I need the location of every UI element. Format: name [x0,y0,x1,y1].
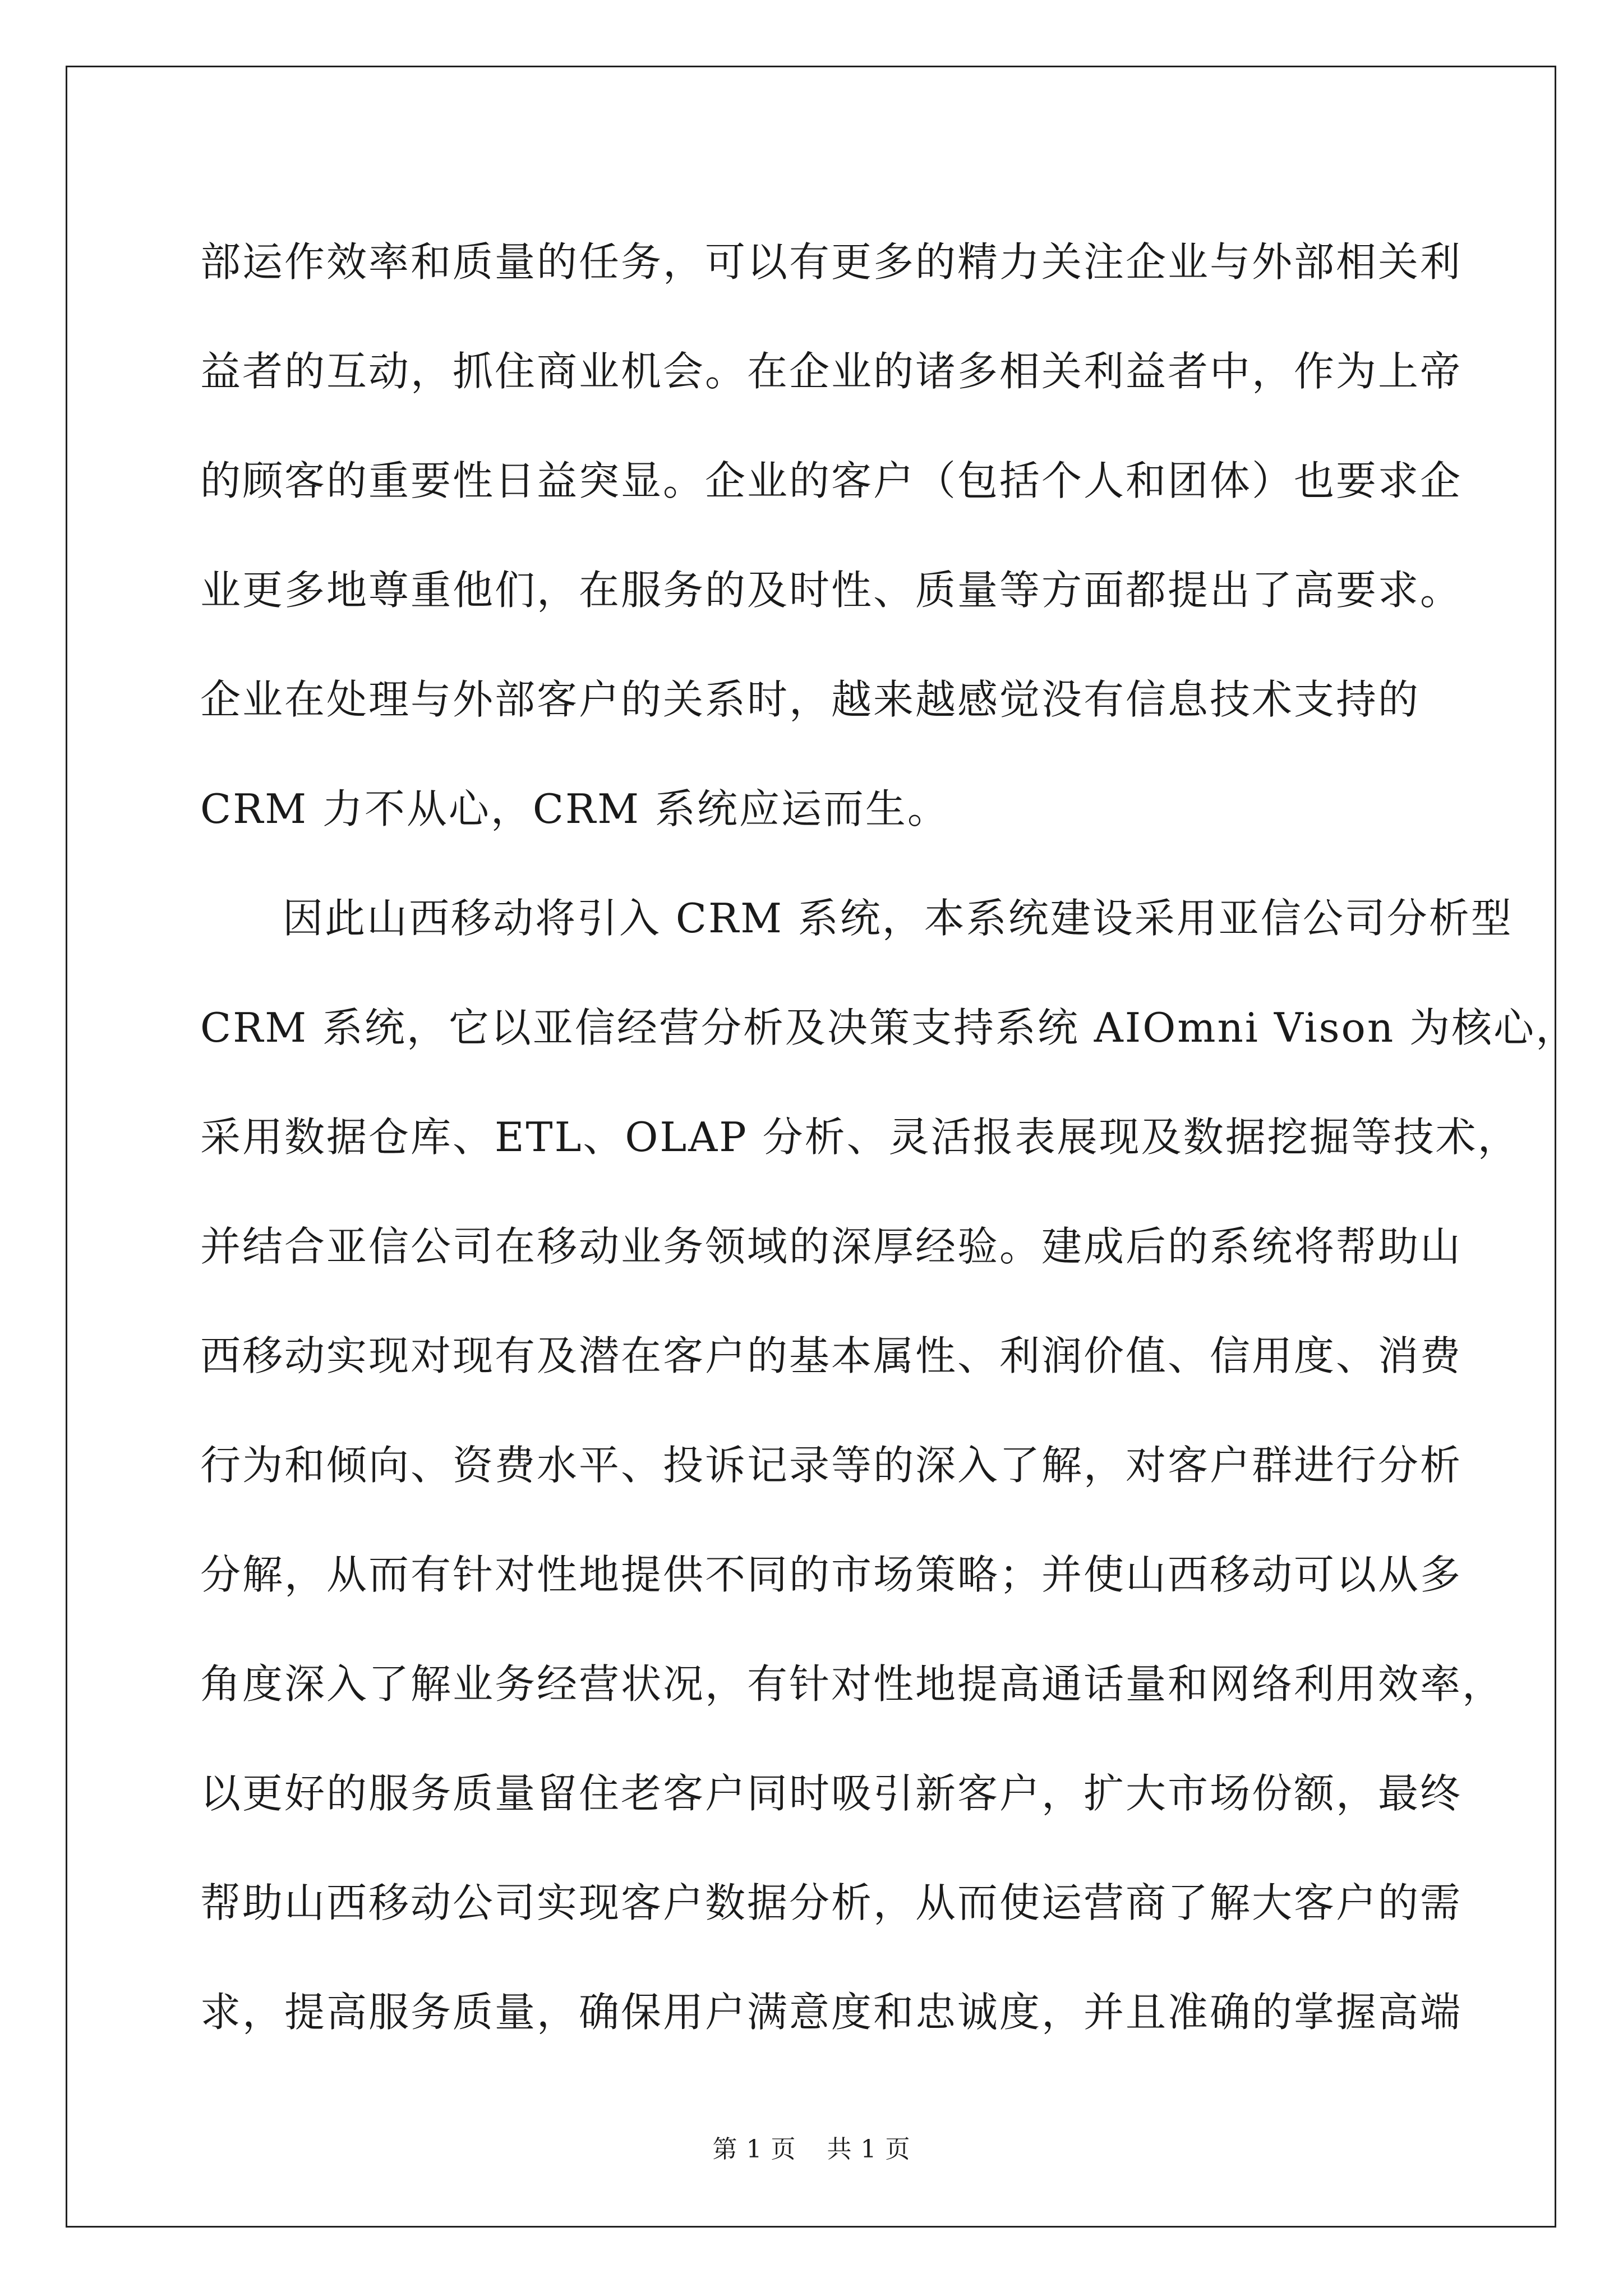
text-line: 西移动实现对现有及潜在客户的基本属性、利润价值、信用度、消费 [200,1332,1463,1379]
text-line: 企业在处理与外部客户的关系时，越来越感觉没有信息技术支持的 [200,676,1421,723]
text-line: 分解，从而有针对性地提供不同的市场策略；并使山西移动可以从多 [200,1551,1463,1598]
page-footer [0,2129,1623,2165]
text-line: 帮助山西移动公司实现客户数据分析，从而使运营商了解大客户的需 [200,1879,1463,1926]
text-line: 求，提高服务质量，确保用户满意度和忠诚度，并且准确的掌握高端 [200,1989,1463,2036]
page-total: 共 1 页 [827,2135,911,2164]
text-line: 益者的互动，抓住商业机会。在企业的诸多相关利益者中，作为上帝 [200,348,1463,395]
text-line: 行为和倾向、资费水平、投诉记录等的深入了解，对客户群进行分析 [200,1442,1463,1489]
text-line: 角度深入了解业务经营状况，有针对性地提高通话量和网络利用效率， [200,1660,1505,1708]
text-line: CRM 系统，它以亚信经营分析及决策支持系统 AIOmni Vison 为核心， [200,1004,1578,1051]
paragraph-first-line: 因此山西移动将引入 CRM 系统，本系统建设采用亚信公司分析型 [283,895,1513,942]
text-line: 以更好的服务质量留住老客户同时吸引新客户，扩大市场份额，最终 [200,1770,1463,1817]
text-line: 并结合亚信公司在移动业务领域的深厚经验。建成后的系统将帮助山 [200,1223,1463,1270]
text-line: 的顾客的重要性日益突显。企业的客户（包括个人和团体）也要求企 [200,457,1463,504]
text-line: 业更多地尊重他们，在服务的及时性、质量等方面都提出了高要求。 [200,567,1463,614]
document-body [200,208,1578,2067]
text-line: CRM 力不从心，CRM 系统应运而生。 [200,785,949,832]
text-line: 采用数据仓库、ETL、OLAP 分析、灵活报表展现及数据挖掘等技术， [200,1114,1520,1161]
page-number: 第 1 页 [712,2135,796,2164]
text-line: 部运作效率和质量的任务，可以有更多的精力关注企业与外部相关利 [200,238,1463,286]
